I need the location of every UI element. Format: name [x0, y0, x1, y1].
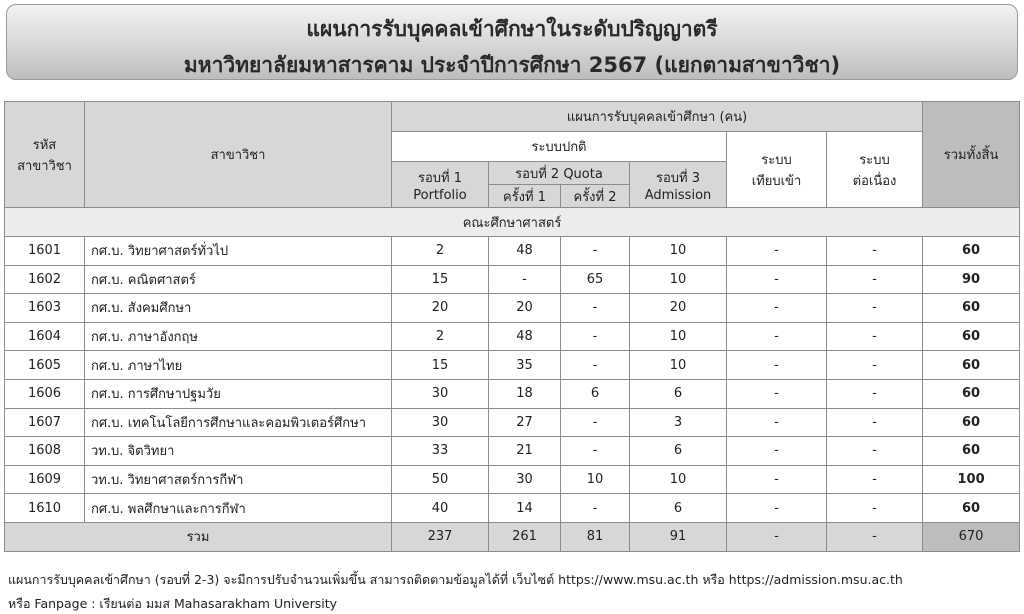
footnote-line1: แผนการรับบุคคลเข้าศึกษา (รอบที่ 2-3) จะมีการปรับจำนวนเพิ่มขึ้น สามารถติดตามข้อมูลได้ที่ เว็บไซต์ https://www.msu.ac.th หรือ https://admission.msu.ac.th — [8, 572, 903, 587]
row-round1: 50 — [392, 465, 489, 494]
row-round2-sub1: 48 — [489, 322, 561, 351]
row-round2-sub1: - — [489, 265, 561, 294]
header-regular: ระบบปกติ — [392, 132, 727, 162]
row-round2-sub2: 10 — [561, 465, 630, 494]
table-row — [5, 437, 1020, 466]
row-round2-sub1: 20 — [489, 294, 561, 323]
row-round3: 20 — [630, 294, 727, 323]
faculty-name: คณะศึกษาศาสตร์ — [5, 208, 1020, 237]
row-continuing: - — [827, 237, 923, 266]
row-round2-sub2: 6 — [561, 379, 630, 408]
row-round2-sub1: 30 — [489, 465, 561, 494]
row-code: 1601 — [5, 237, 85, 266]
row-round3: 10 — [630, 465, 727, 494]
footnote-line2: หรือ Fanpage : เรียนต่อ มมส Mahasarakham University — [8, 596, 337, 611]
header-transfer: ระบบ เทียบเข้า — [727, 132, 827, 208]
row-total: 60 — [923, 408, 1020, 437]
header-round2-sub1: ครั้งที่ 1 — [489, 185, 561, 208]
row-round2-sub1: 27 — [489, 408, 561, 437]
row-round2-sub2: 65 — [561, 265, 630, 294]
row-total: 60 — [923, 322, 1020, 351]
row-code: 1605 — [5, 351, 85, 380]
table-row — [5, 237, 1020, 266]
row-transfer: - — [727, 494, 827, 523]
row-round1: 33 — [392, 437, 489, 466]
sum-round1: 237 — [392, 522, 489, 551]
row-round1: 40 — [392, 494, 489, 523]
header-round1: รอบที่ 1 Portfolio — [392, 162, 489, 208]
sum-continuing: - — [827, 522, 923, 551]
row-major: กศ.บ. ภาษาอังกฤษ — [85, 322, 392, 351]
row-continuing: - — [827, 351, 923, 380]
row-major: วท.บ. จิตวิทยา — [85, 437, 392, 466]
header-total: รวมทั้งสิ้น — [923, 102, 1020, 208]
row-continuing: - — [827, 465, 923, 494]
row-round2-sub1: 35 — [489, 351, 561, 380]
row-round3: 6 — [630, 437, 727, 466]
table-row — [5, 265, 1020, 294]
row-round2-sub1: 14 — [489, 494, 561, 523]
row-total: 60 — [923, 494, 1020, 523]
row-round2-sub2: - — [561, 494, 630, 523]
row-continuing: - — [827, 294, 923, 323]
row-transfer: - — [727, 408, 827, 437]
row-total: 60 — [923, 237, 1020, 266]
row-round1: 2 — [392, 237, 489, 266]
row-transfer: - — [727, 322, 827, 351]
row-round3: 3 — [630, 408, 727, 437]
row-round2-sub2: - — [561, 322, 630, 351]
row-transfer: - — [727, 351, 827, 380]
sum-round3: 91 — [630, 522, 727, 551]
sum-row — [5, 522, 1020, 551]
row-total: 60 — [923, 351, 1020, 380]
title-banner — [6, 4, 1018, 80]
row-round1: 30 — [392, 408, 489, 437]
row-round3: 10 — [630, 265, 727, 294]
row-transfer: - — [727, 437, 827, 466]
table-row — [5, 494, 1020, 523]
row-code: 1608 — [5, 437, 85, 466]
row-round2-sub2: - — [561, 237, 630, 266]
header-continuing: ระบบ ต่อเนื่อง — [827, 132, 923, 208]
row-continuing: - — [827, 379, 923, 408]
row-round2-sub2: - — [561, 408, 630, 437]
row-transfer: - — [727, 379, 827, 408]
row-total: 60 — [923, 294, 1020, 323]
row-major: กศ.บ. พลศึกษาและการกีฬา — [85, 494, 392, 523]
header-major: สาขาวิชา — [85, 102, 392, 208]
row-code: 1609 — [5, 465, 85, 494]
sum-round2-sub2: 81 — [561, 522, 630, 551]
row-transfer: - — [727, 265, 827, 294]
table-row — [5, 465, 1020, 494]
table-row — [5, 294, 1020, 323]
row-major: กศ.บ. วิทยาศาสตร์ทั่วไป — [85, 237, 392, 266]
row-transfer: - — [727, 294, 827, 323]
row-round2-sub2: - — [561, 437, 630, 466]
header-round3: รอบที่ 3 Admission — [630, 162, 727, 208]
row-round3: 6 — [630, 494, 727, 523]
row-major: กศ.บ. สังคมศึกษา — [85, 294, 392, 323]
sum-total: 670 — [923, 522, 1020, 551]
row-round1: 15 — [392, 265, 489, 294]
table-row — [5, 322, 1020, 351]
row-code: 1603 — [5, 294, 85, 323]
row-total: 90 — [923, 265, 1020, 294]
row-continuing: - — [827, 437, 923, 466]
row-transfer: - — [727, 465, 827, 494]
row-continuing: - — [827, 494, 923, 523]
row-major: กศ.บ. คณิตศาสตร์ — [85, 265, 392, 294]
header-plan: แผนการรับบุคคลเข้าศึกษา (คน) — [392, 102, 923, 132]
table-row — [5, 379, 1020, 408]
row-continuing: - — [827, 265, 923, 294]
table-row — [5, 408, 1020, 437]
header-round2: รอบที่ 2 Quota — [489, 162, 630, 185]
row-round1: 30 — [392, 379, 489, 408]
row-major: วท.บ. วิทยาศาสตร์การกีฬา — [85, 465, 392, 494]
admission-plan-table — [4, 101, 1020, 552]
row-continuing: - — [827, 322, 923, 351]
row-code: 1604 — [5, 322, 85, 351]
table-row — [5, 351, 1020, 380]
row-round2-sub2: - — [561, 294, 630, 323]
row-code: 1607 — [5, 408, 85, 437]
faculty-row — [5, 208, 1020, 237]
row-code: 1602 — [5, 265, 85, 294]
row-round1: 15 — [392, 351, 489, 380]
row-round2-sub1: 18 — [489, 379, 561, 408]
row-code: 1610 — [5, 494, 85, 523]
sum-transfer: - — [727, 522, 827, 551]
row-round3: 10 — [630, 322, 727, 351]
row-total: 60 — [923, 437, 1020, 466]
row-major: กศ.บ. เทคโนโลยีการศึกษาและคอมพิวเตอร์ศึกษา — [85, 408, 392, 437]
header-code: รหัส สาขาวิชา — [5, 102, 85, 208]
sum-label: รวม — [5, 522, 392, 551]
row-round3: 10 — [630, 237, 727, 266]
page-subtitle: มหาวิทยาลัยมหาสารคาม ประจำปีการศึกษา 2567 (แยกตามสาขาวิชา) — [183, 53, 841, 77]
row-major: กศ.บ. การศึกษาปฐมวัย — [85, 379, 392, 408]
row-major: กศ.บ. ภาษาไทย — [85, 351, 392, 380]
row-total: 100 — [923, 465, 1020, 494]
row-round2-sub1: 21 — [489, 437, 561, 466]
row-round1: 2 — [392, 322, 489, 351]
row-total: 60 — [923, 379, 1020, 408]
header-round2-sub2: ครั้งที่ 2 — [561, 185, 630, 208]
sum-round2-sub1: 261 — [489, 522, 561, 551]
row-round1: 20 — [392, 294, 489, 323]
row-transfer: - — [727, 237, 827, 266]
row-round3: 10 — [630, 351, 727, 380]
page-title: แผนการรับบุคคลเข้าศึกษาในระดับปริญญาตรี — [306, 17, 718, 41]
row-code: 1606 — [5, 379, 85, 408]
row-round2-sub2: - — [561, 351, 630, 380]
row-round2-sub1: 48 — [489, 237, 561, 266]
row-round3: 6 — [630, 379, 727, 408]
row-continuing: - — [827, 408, 923, 437]
